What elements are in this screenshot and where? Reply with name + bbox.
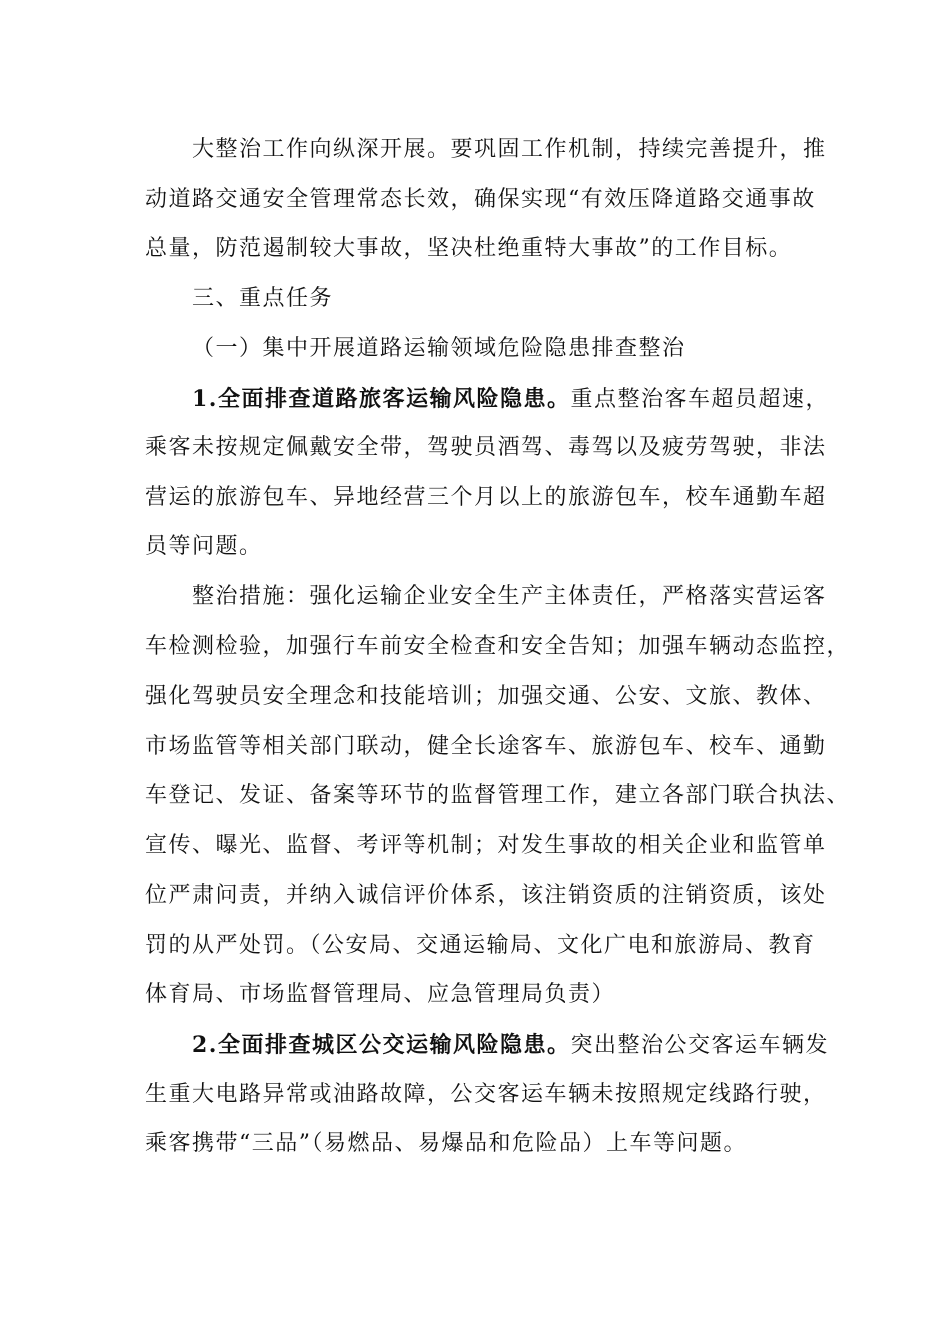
paragraph-line: 体育局、市场监督管理局、应急管理局负责） [145,982,616,1007]
paragraph-line: 罚的从严处罚。（公安局、交通运输局、文化广电和旅游局、教育 [145,933,816,958]
paragraph-line: 营运的旅游包车、异地经营三个月以上的旅游包车，校车通勤车超 [145,485,827,510]
item-2-title: 2.全面排查城区公交运输风险隐患。 [192,1032,571,1058]
paragraph-line: 乘客携带“三品”（易燃品、易爆品和危险品）上车等问题。 [145,1131,747,1156]
paragraph-line: 车登记、发证、备案等环节的监督管理工作，建立各部门联合执法、 [145,783,851,808]
paragraph-line: 宣传、曝光、监督、考评等机制；对发生事故的相关企业和监管单 [145,833,827,858]
paragraph-line: 强化驾驶员安全理念和技能培训；加强交通、公安、文旅、教体、 [145,684,827,709]
item-1-first-line [192,384,829,415]
paragraph-line: 整治措施：强化运输企业安全生产主体责任，严格落实营运客 [192,584,827,609]
paragraph-line: 动道路交通安全管理常态长效，确保实现“有效压降道路交通事故 [145,187,816,212]
paragraph-line: 位严肃问责，并纳入诚信评价体系，该注销资质的注销资质，该处 [145,883,827,908]
paragraph-line: 大整治工作向纵深开展。要巩固工作机制，持续完善提升，推 [192,137,827,162]
paragraph-line: 总量，防范遏制较大事故，坚决杜绝重特大事故”的工作目标。 [145,236,793,261]
paragraph-line: 车检测检验，加强行车前安全检查和安全告知；加强车辆动态监控， [145,634,851,659]
item-2-text: 突出整治公交客运车辆发 [570,1033,829,1058]
paragraph-line: 乘客未按规定佩戴安全带，驾驶员酒驾、毒驾以及疲劳驾驶，非法 [145,435,827,460]
paragraph-line: 员等问题。 [145,534,263,559]
paragraph-line: 市场监管等相关部门联动，健全长途客车、旅游包车、校车、通勤 [145,734,827,759]
item-1-text: 重点整治客车超员超速， [570,387,829,412]
item-2-first-line [192,1030,829,1061]
item-1-title: 1.全面排查道路旅客运输风险隐患。 [192,386,571,412]
subsection-heading: （一）集中开展道路运输领域危险隐患排查整治 [192,336,686,361]
paragraph-line: 生重大电路异常或油路故障，公交客运车辆未按照规定线路行驶， [145,1082,827,1107]
section-heading: 三、重点任务 [192,286,334,311]
